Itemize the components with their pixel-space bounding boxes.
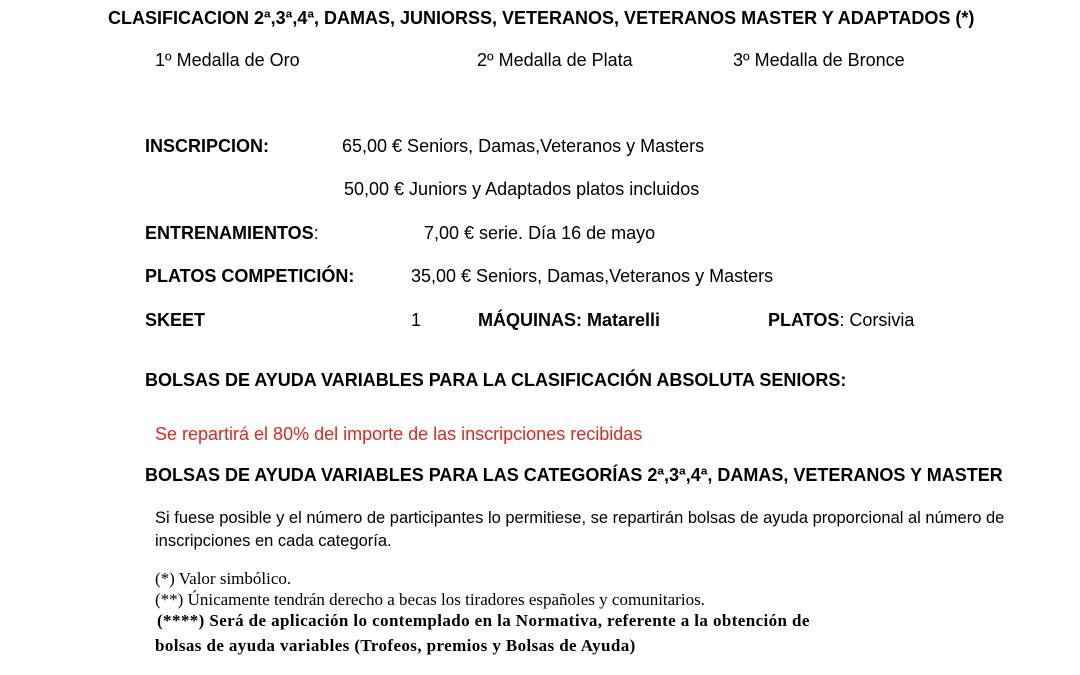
entrenamientos-colon: : xyxy=(313,223,319,243)
maquinas-label: MÁQUINAS: Matarelli xyxy=(478,310,661,330)
entrenamientos-value: 7,00 € serie. Día 16 de mayo xyxy=(424,223,656,243)
inscripcion-line-1: 65,00 € Seniors, Damas,Veteranos y Masters xyxy=(342,136,705,156)
footnote-3-line-1: (****) Será de aplicación lo contemplado en la Normativa, referente a la obtención de xyxy=(157,611,810,630)
medal-second: 2º Medalla de Plata xyxy=(477,50,633,70)
platos-value: : Corsivia xyxy=(839,310,915,330)
skeet-label: SKEET xyxy=(145,310,206,330)
platos-row xyxy=(768,309,914,331)
bolsas-absoluta-heading: BOLSAS DE AYUDA VARIABLES PARA LA CLASIFICACIÓN ABSOLUTA SENIORS: xyxy=(145,370,847,390)
inscripcion-line-2: 50,00 € Juniors y Adaptados platos incluidos xyxy=(344,179,700,199)
footnote-2: (**) Únicamente tendrán derecho a becas los tiradores españoles y comunitarios. xyxy=(155,590,705,609)
footnote-3-line-2: bolsas de ayuda variables (Trofeos, premios y Bolsas de Ayuda) xyxy=(155,636,636,655)
inscripcion-label: INSCRIPCION: xyxy=(145,136,270,156)
bolsas-categorias-heading: BOLSAS DE AYUDA VARIABLES PARA LAS CATEGORÍAS 2ª,3ª,4ª, DAMAS, VETERANOS Y MASTER xyxy=(145,465,1003,485)
bolsas-categorias-paragraph: Si fuese posible y el número de participantes lo permitiese, se repartirán bolsas de ayuda proporcional al número de inscripciones en cada categoría. xyxy=(155,509,1005,550)
entrenamientos-label: ENTRENAMIENTOS xyxy=(145,223,314,243)
classification-heading: CLASIFICACION 2ª,3ª,4ª, DAMAS, JUNIORSS, VETERANOS, VETERANOS MASTER Y ADAPTADOS (*) xyxy=(108,8,975,28)
bolsas-absoluta-note: Se repartirá el 80% del importe de las inscripciones recibidas xyxy=(155,424,643,444)
platos-label: PLATOS xyxy=(768,310,840,330)
medal-first: 1º Medalla de Oro xyxy=(155,50,300,70)
footnote-1: (*) Valor simbólico. xyxy=(155,569,292,588)
platos-competicion-value: 35,00 € Seniors, Damas,Veteranos y Masters xyxy=(411,266,774,286)
entrenamientos-row xyxy=(145,222,319,244)
skeet-count: 1 xyxy=(411,310,422,330)
platos-competicion-label: PLATOS COMPETICIÓN: xyxy=(145,266,355,286)
medal-third: 3º Medalla de Bronce xyxy=(733,50,905,70)
